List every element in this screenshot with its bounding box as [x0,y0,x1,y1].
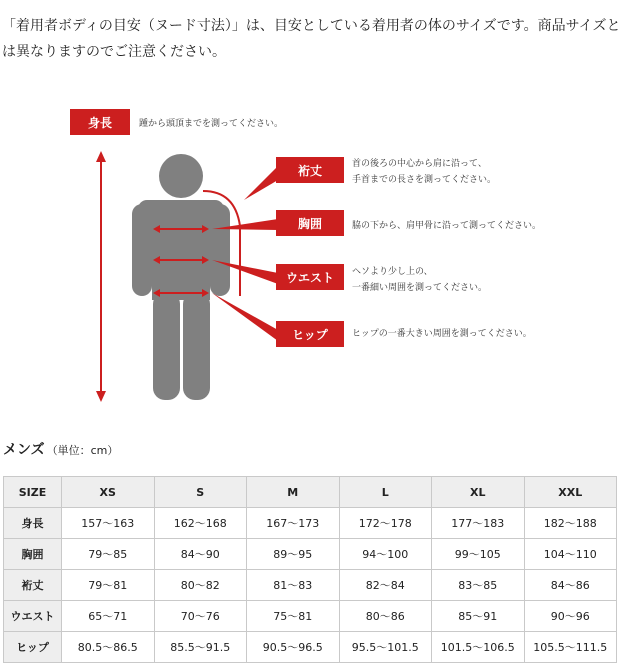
row-label-height: 身長 [4,508,62,539]
mens-section-title [3,439,118,459]
table-cell: 90～96 [524,601,617,632]
size-table [3,476,617,663]
table-cell: 84～90 [154,539,247,570]
row-label-chest: 胸囲 [4,539,62,570]
hip-note: ヒップの一番大きい周囲を測ってください。 [352,329,532,339]
table-cell: 80～82 [154,570,247,601]
table-header-row [4,477,617,508]
row-label-waist: ウエスト [4,601,62,632]
waist-label: ウエスト [276,264,344,290]
table-cell: 79～81 [62,570,155,601]
unit-label: （単位：cm） [46,444,119,457]
waist-note-line-1: ヘソより少し上の、 [352,267,433,277]
hip-label: ヒップ [276,321,344,347]
table-cell: 81～83 [247,570,340,601]
height-note: 踵から頭頂までを測ってください。 [139,119,284,129]
hip-pointer [212,293,278,341]
header-xl: XL [432,477,525,508]
intro-text: 「着用者ボディの目安（ヌード寸法）」は、目安としている着用者の体のサイズです。商品サイズとは異なりますのでご注意ください。 [2,18,621,60]
header-xs: XS [62,477,155,508]
chest-label: 胸囲 [276,210,344,236]
table-cell: 70～76 [154,601,247,632]
table-row [4,601,617,632]
table-cell: 94～100 [339,539,432,570]
table-cell: 157～163 [62,508,155,539]
table-cell: 90.5～96.5 [247,632,340,663]
sleeve-pointer [244,166,278,200]
table-cell: 65～71 [62,601,155,632]
header-m: M [247,477,340,508]
table-cell: 75～81 [247,601,340,632]
table-cell: 83～85 [432,570,525,601]
row-label-sleeve: 裄丈 [4,570,62,601]
person-silhouette [132,154,230,400]
table-cell: 162～168 [154,508,247,539]
header-size: SIZE [4,477,62,508]
table-row [4,539,617,570]
table-row [4,632,617,663]
waist-note-line-2: 一番細い周囲を測ってください。 [352,283,488,293]
table-row [4,570,617,601]
table-cell: 95.5～101.5 [339,632,432,663]
waist-note [352,264,487,296]
table-cell: 182～188 [524,508,617,539]
body-figure-illustration [0,96,625,416]
chest-note: 脇の下から、肩甲骨に沿って測ってください。 [352,221,542,231]
table-cell: 79～85 [62,539,155,570]
height-arrow [96,151,106,402]
table-cell: 105.5～111.5 [524,632,617,663]
table-cell: 104～110 [524,539,617,570]
table-cell: 167～173 [247,508,340,539]
measurement-diagram [0,96,625,416]
sleeve-note [352,156,496,188]
header-xxl: XXL [524,477,617,508]
table-cell: 101.5～106.5 [432,632,525,663]
height-label: 身長 [70,109,130,135]
row-label-hip: ヒップ [4,632,62,663]
header-l: L [339,477,432,508]
table-cell: 85.5～91.5 [154,632,247,663]
table-cell: 80.5～86.5 [62,632,155,663]
table-cell: 177～183 [432,508,525,539]
table-cell: 172～178 [339,508,432,539]
table-row [4,508,617,539]
table-cell: 85～91 [432,601,525,632]
table-cell: 82～84 [339,570,432,601]
mens-title-text: メンズ [3,442,45,458]
table-cell: 89～95 [247,539,340,570]
sleeve-label: 裄丈 [276,157,344,183]
sleeve-note-line-1: 首の後ろの中心から肩に沿って、 [352,159,487,169]
header-s: S [154,477,247,508]
table-cell: 80～86 [339,601,432,632]
sleeve-note-line-2: 手首までの長さを測ってください。 [352,175,497,185]
table-cell: 84～86 [524,570,617,601]
table-cell: 99～105 [432,539,525,570]
